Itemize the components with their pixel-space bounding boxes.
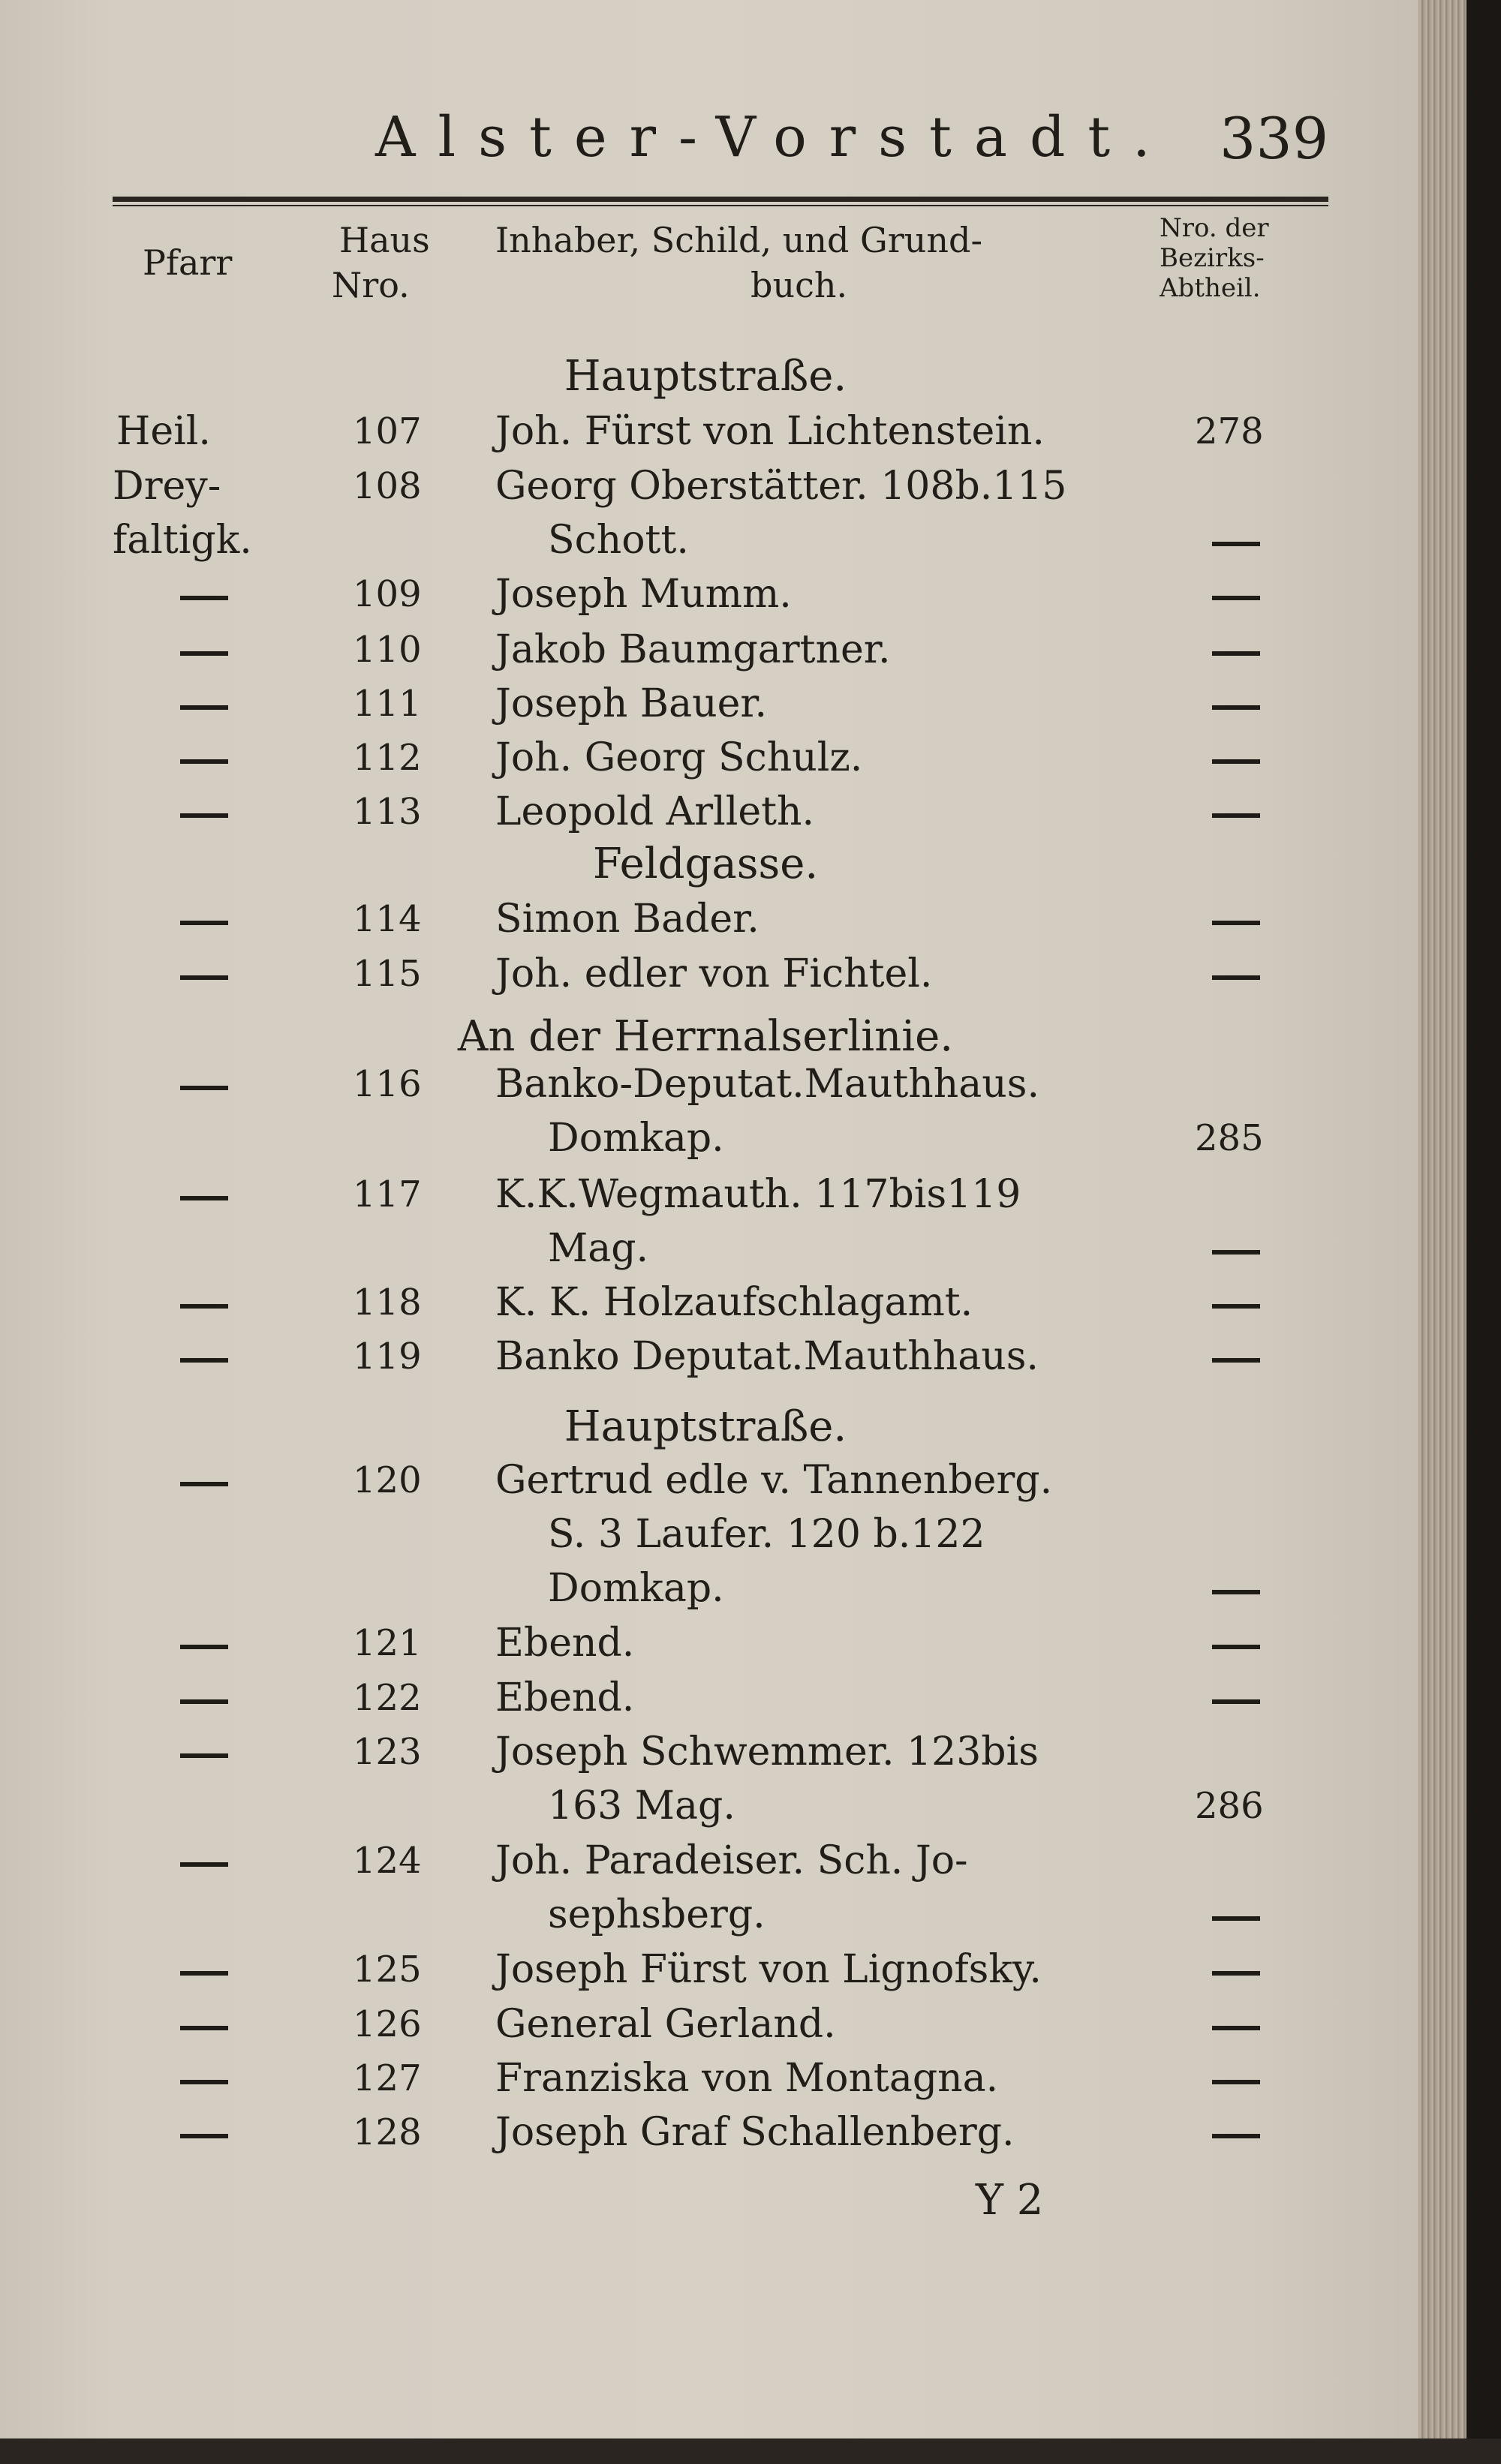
owner-entry: Joh. edler von Fichtel. — [495, 951, 933, 996]
bezirk-ditto-dash — [1212, 1699, 1260, 1704]
owner-entry: Joh. Paradeiser. Sch. Jo- — [495, 1838, 968, 1883]
pfarr-ditto-dash — [180, 1753, 228, 1758]
bezirk-number: 286 — [1195, 1785, 1264, 1827]
bezirk-ditto-dash — [1212, 2080, 1260, 2084]
section-heading: An der Herrnalserlinie. — [457, 1012, 954, 1061]
house-number: 110 — [353, 629, 422, 671]
house-number: 118 — [353, 1282, 422, 1324]
house-number: 112 — [353, 737, 422, 779]
pfarr-ditto-dash — [180, 1358, 228, 1363]
house-number: 128 — [353, 2111, 422, 2153]
bezirk-ditto-dash — [1212, 596, 1260, 600]
owner-entry: Domkap. — [548, 1566, 724, 1611]
owner-entry: Georg Oberstätter. 108b.115 — [495, 464, 1067, 509]
pfarr-ditto-dash — [180, 1304, 228, 1309]
bezirk-ditto-dash — [1212, 1645, 1260, 1649]
owner-entry: Joseph Fürst von Lignofsky. — [495, 1947, 1042, 1992]
bezirk-ditto-dash — [1212, 1304, 1260, 1309]
signature-mark: Y 2 — [976, 2176, 1044, 2225]
pfarr-ditto-dash — [180, 759, 228, 764]
pfarr-ditto-dash — [180, 1482, 228, 1486]
header-bezirk-nro: Nro. der — [1160, 213, 1269, 243]
header-buch: buch. — [750, 265, 848, 305]
house-number: 107 — [353, 410, 422, 452]
pfarr-ditto-dash — [180, 596, 228, 600]
pfarr-ditto-dash — [180, 1645, 228, 1649]
bezirk-ditto-dash — [1212, 651, 1260, 656]
house-number: 109 — [353, 573, 422, 615]
house-number: 121 — [353, 1622, 422, 1664]
owner-entry: Joseph Bauer. — [495, 681, 768, 726]
house-number: 116 — [353, 1063, 422, 1105]
house-number: 123 — [353, 1731, 422, 1773]
house-number: 126 — [353, 2003, 422, 2045]
pfarr-ditto-dash — [180, 1971, 228, 1976]
owner-entry: Simon Bader. — [495, 897, 760, 942]
owner-entry: Ebend. — [495, 1675, 635, 1720]
bezirk-ditto-dash — [1212, 1250, 1260, 1255]
pfarr-ditto-dash — [180, 1086, 228, 1090]
house-number: 127 — [353, 2057, 422, 2099]
page-edge — [1418, 0, 1466, 2464]
owner-entry: Joh. Georg Schulz. — [495, 735, 863, 780]
section-heading: Hauptstraße. — [564, 352, 847, 401]
house-number: 113 — [353, 791, 422, 833]
pfarr-ditto-dash — [180, 1196, 228, 1200]
house-number: 124 — [353, 1840, 422, 1882]
owner-entry: Leopold Arlleth. — [495, 789, 815, 834]
owner-entry: Joseph Mumm. — [495, 572, 792, 617]
house-number: 114 — [353, 898, 422, 940]
pfarr-ditto-dash — [180, 1862, 228, 1867]
page-number: 339 — [1220, 105, 1329, 172]
owner-entry: Ebend. — [495, 1621, 635, 1666]
pfarr-ditto-dash — [180, 975, 228, 980]
owner-entry: 163 Mag. — [548, 1783, 735, 1828]
pfarr-ditto-dash — [180, 651, 228, 656]
bezirk-ditto-dash — [1212, 1358, 1260, 1363]
pfarr-ditto-dash — [180, 921, 228, 925]
owner-entry: Jakob Baumgartner. — [495, 627, 891, 672]
bezirk-ditto-dash — [1212, 705, 1260, 710]
section-heading: Feldgasse. — [592, 840, 819, 888]
pfarr-label: Drey- — [113, 464, 221, 509]
header-inhaber: Inhaber, Schild, und Grund- — [495, 220, 983, 260]
owner-entry: Mag. — [548, 1226, 649, 1271]
bezirk-ditto-dash — [1212, 542, 1260, 546]
owner-entry: Joh. Fürst von Lichtenstein. — [495, 409, 1045, 454]
bezirk-ditto-dash — [1212, 1590, 1260, 1594]
owner-entry: Domkap. — [548, 1116, 724, 1161]
bezirk-ditto-dash — [1212, 1971, 1260, 1976]
house-number: 120 — [353, 1459, 422, 1501]
bezirk-number: 278 — [1195, 410, 1264, 452]
owner-entry: Joseph Schwemmer. 123bis — [495, 1729, 1039, 1774]
running-head: Alster-Vorstadt. — [375, 105, 1173, 170]
header-bezirks: Bezirks- — [1160, 243, 1265, 273]
owner-entry: Gertrud edle v. Tannenberg. — [495, 1458, 1053, 1503]
owner-entry: Franziska von Montagna. — [495, 2056, 999, 2101]
owner-entry: Joseph Graf Schallenberg. — [495, 2110, 1015, 2155]
owner-entry: Schott. — [548, 518, 689, 563]
bezirk-ditto-dash — [1212, 921, 1260, 925]
house-number: 125 — [353, 1949, 422, 1991]
header-haus-nro: Nro. — [332, 265, 410, 305]
pfarr-label: faltigk. — [113, 518, 252, 563]
house-number: 108 — [353, 465, 422, 507]
bezirk-number: 285 — [1195, 1117, 1264, 1159]
header-pfarr: Pfarr — [143, 242, 233, 283]
pfarr-ditto-dash — [180, 2134, 228, 2138]
house-number: 122 — [353, 1677, 422, 1719]
header-abtheil: Abtheil. — [1160, 273, 1261, 303]
bezirk-ditto-dash — [1212, 759, 1260, 764]
bezirk-ditto-dash — [1212, 975, 1260, 980]
pfarr-label: Heil. — [116, 409, 211, 454]
pfarr-ditto-dash — [180, 2080, 228, 2084]
pfarr-ditto-dash — [180, 2026, 228, 2030]
bezirk-ditto-dash — [1212, 813, 1260, 818]
pfarr-ditto-dash — [180, 813, 228, 818]
pfarr-ditto-dash — [180, 1699, 228, 1704]
bezirk-ditto-dash — [1212, 2134, 1260, 2138]
house-number: 119 — [353, 1336, 422, 1378]
owner-entry: Banko Deputat.Mauthhaus. — [495, 1334, 1039, 1379]
scan-margin-bottom — [0, 2438, 1501, 2464]
pfarr-ditto-dash — [180, 705, 228, 710]
owner-entry: S. 3 Laufer. 120 b.122 — [548, 1512, 985, 1557]
house-number: 111 — [353, 683, 422, 725]
scan-margin — [1466, 0, 1501, 2464]
owner-entry: General Gerland. — [495, 2002, 836, 2047]
bezirk-ditto-dash — [1212, 1916, 1260, 1921]
owner-entry: K.K.Wegmauth. 117bis119 — [495, 1172, 1021, 1217]
house-number: 117 — [353, 1173, 422, 1215]
owner-entry: sephsberg. — [548, 1892, 766, 1937]
house-number: 115 — [353, 953, 422, 995]
owner-entry: K. K. Holzaufschlagamt. — [495, 1280, 973, 1325]
owner-entry: Banko-Deputat.Mauthhaus. — [495, 1062, 1039, 1107]
section-heading: Hauptstraße. — [564, 1402, 847, 1451]
header-rule — [113, 197, 1328, 206]
header-haus: Haus — [339, 220, 430, 260]
bezirk-ditto-dash — [1212, 2026, 1260, 2030]
